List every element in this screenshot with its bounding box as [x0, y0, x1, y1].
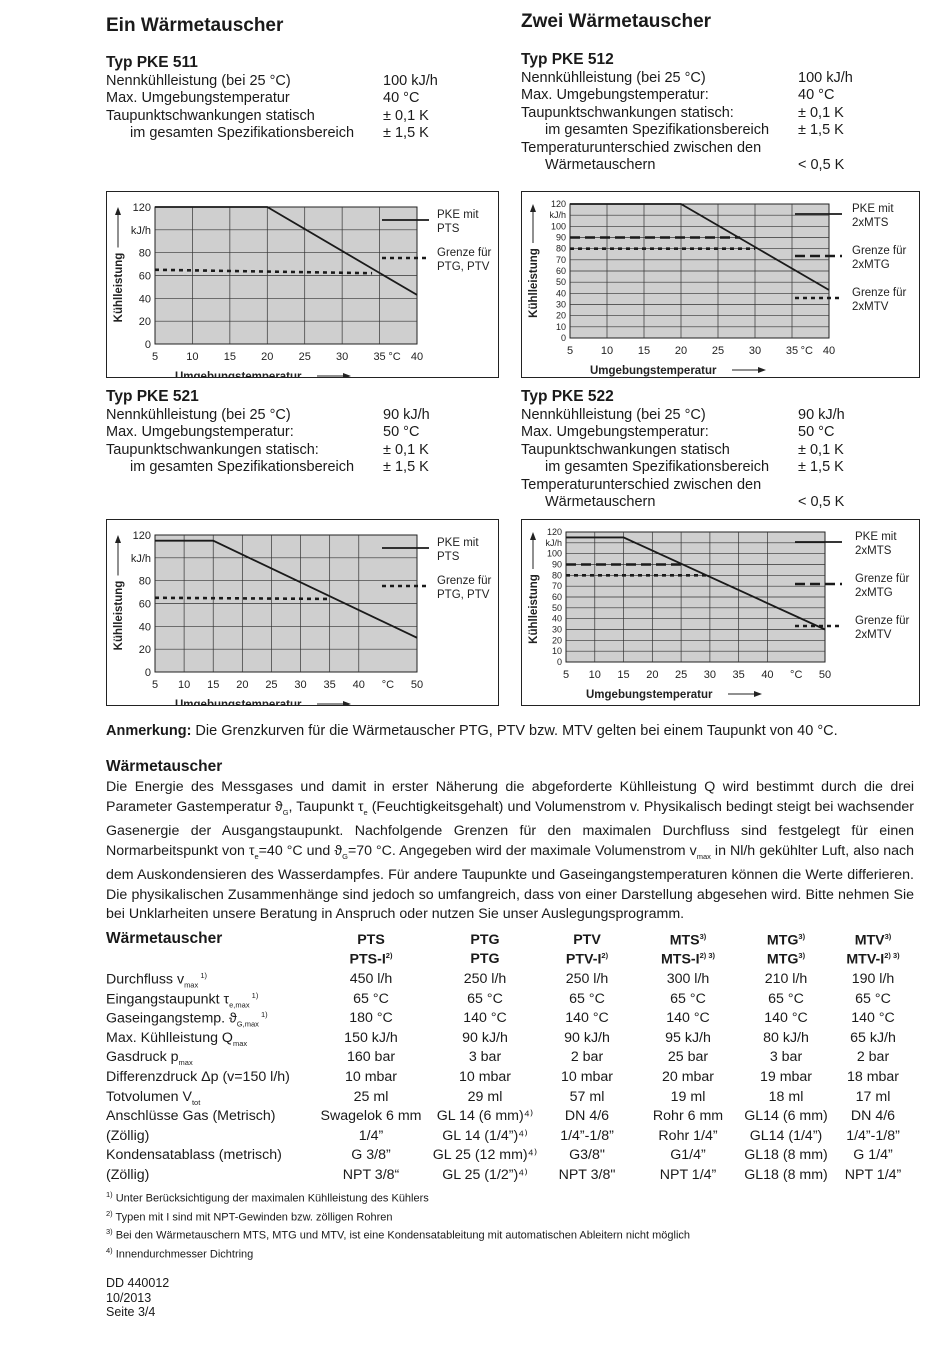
x-tick-label: 25 — [298, 351, 311, 363]
table-cell: 10 mbar — [344, 1069, 398, 1085]
x-tick-label: 35 — [732, 669, 745, 681]
table-cell: DN 4/6 — [850, 1108, 896, 1125]
spec-value: ± 1,5 K — [383, 125, 429, 142]
spec-value: 90 kJ/h — [798, 407, 845, 423]
spec-value: < 0,5 K — [798, 156, 845, 173]
y-tick-label: 20 — [138, 316, 151, 329]
spec-label: Wärmetauschern — [545, 493, 656, 510]
table-cell: 10 mbar — [458, 1069, 512, 1085]
column-subheader: PTS-$I^{2)}$ — [349, 951, 393, 968]
paragraph-subscript: e — [363, 807, 368, 817]
table-cell: G1/4” — [670, 1147, 706, 1164]
spec-label: Nennkühlleistung (bei 25 °C) — [106, 407, 291, 423]
doc-footer — [106, 1276, 169, 1320]
x-tick-label: 30 — [703, 669, 717, 681]
footnote — [106, 1190, 429, 1205]
y-tick-label: 40 — [555, 288, 566, 299]
legend-label: 2xMTS — [852, 217, 889, 229]
x-tick-label: 10 — [177, 679, 191, 691]
x-tick-label: 30 — [294, 679, 307, 691]
y-unit-label: kJ/h — [130, 552, 151, 565]
legend-label: 2xMTV — [852, 301, 889, 313]
y-tick-label: 60 — [551, 592, 562, 602]
legend-label: PKE mit — [855, 531, 897, 543]
spec-label: Taupunktschwankungen statisch — [521, 441, 730, 458]
legend-label: PTG, PTV — [437, 261, 490, 273]
paragraph-text: =40 °C und ϑ — [258, 842, 343, 859]
x-axis-label: Umgebungstemperatur — [590, 365, 717, 377]
table-cell: 450 l/h — [349, 971, 393, 987]
x-axis-label: Umgebungstemperatur — [175, 699, 302, 705]
table-cell: 65 °C — [467, 990, 503, 1007]
x-tick-label: 40 — [822, 345, 836, 357]
x-tick-label: 5 — [566, 345, 574, 357]
table-cell: 3 bar — [468, 1049, 502, 1066]
note-label: Anmerkung: — [106, 723, 192, 739]
y-tick-label: 90 — [555, 232, 566, 243]
footnote-number: 1) — [106, 1190, 113, 1199]
table-cell: Rohr 1/4” — [658, 1127, 718, 1144]
x-axis-label: Umgebungstemperatur — [586, 689, 713, 701]
spec-title: Typ PKE 512 — [521, 51, 614, 68]
paragraph-subscript: max — [696, 851, 711, 861]
x-tick-label: 40 — [410, 351, 424, 363]
left-title: Ein Wärmetauscher — [106, 15, 284, 36]
legend-label: 2xMTG — [852, 259, 890, 271]
legend-label: Grenze für — [855, 615, 910, 627]
spec-label: Wärmetauschern — [545, 156, 656, 173]
table-cell: 180 °C — [349, 1010, 393, 1027]
y-tick-label: 120 — [550, 199, 566, 209]
legend-label: PKE mit — [852, 203, 894, 215]
spec-label: im gesamten Spezifikationsbereich — [545, 122, 770, 139]
y-tick-label: 80 — [555, 243, 566, 254]
row-label: Kondensatablass (metrisch) — [106, 1147, 282, 1164]
row-label: (Zöllig) — [106, 1127, 150, 1144]
spec-value: ± 1,5 K — [798, 459, 844, 476]
table-cell: GL 14 (1/4”)⁴⁾ — [442, 1127, 528, 1144]
spec-value: ± 0,1 K — [383, 107, 429, 124]
table-title: Wärmetauscher — [106, 930, 223, 947]
doc-page: Seite 3/4 — [106, 1305, 156, 1319]
table-cell: 65 °C — [768, 990, 804, 1007]
spec-label: Taupunktschwankungen statisch — [106, 107, 315, 124]
table-cell: 29 ml — [467, 1088, 503, 1105]
table-cell: 25 ml — [353, 1088, 389, 1105]
footnote-text: Unter Berücksichtigung der maximalen Kühlleistung des Kühlers — [112, 1192, 429, 1205]
y-axis-label: Kühlleistung — [113, 252, 125, 323]
column-header: MTG$^{3)}$ — [766, 932, 806, 949]
y-unit-label: kJ/h — [549, 210, 566, 221]
legend-label: PTG, PTV — [437, 589, 490, 601]
x-tick-label: 5 — [151, 679, 159, 691]
section-heading: Wärmetauscher — [106, 758, 223, 775]
table-cell: 140 °C — [666, 1010, 710, 1027]
table-cell: 80 kJ/h — [763, 1029, 809, 1046]
footnote — [106, 1246, 253, 1261]
footnote-number: 3) — [106, 1227, 113, 1236]
y-tick-label: 60 — [138, 270, 151, 283]
spec-value: 100 kJ/h — [798, 70, 853, 86]
table-cell: 10 mbar — [560, 1069, 614, 1085]
table-cell: 2 bar — [570, 1049, 604, 1066]
x-tick-label: 15 — [637, 345, 651, 357]
y-tick-label: 40 — [138, 621, 151, 634]
table-cell: 1/4”-1/8” — [846, 1127, 900, 1144]
x-tick-label: 5 — [151, 351, 159, 363]
x-tick-label: 20 — [674, 345, 688, 357]
y-tick-label: 100 — [546, 548, 562, 559]
spec-label: Taupunktschwankungen statisch: — [521, 104, 734, 121]
column-subheader: MTV-$I^{2) 3)}$ — [846, 951, 900, 968]
spec-title: Typ PKE 511 — [106, 54, 198, 71]
spec-value: 100 kJ/h — [383, 73, 438, 89]
row-label: (Zöllig) — [106, 1167, 150, 1183]
y-tick-label: 0 — [560, 333, 566, 343]
spec-label: Temperaturunterschied zwischen den — [521, 476, 762, 493]
table-cell: 25 bar — [667, 1049, 709, 1066]
table-cell: 17 ml — [855, 1088, 891, 1105]
x-axis-label: Umgebungstemperatur — [175, 371, 302, 377]
column-header: PTG — [470, 932, 500, 948]
table-cell: 65 kJ/h — [850, 1029, 896, 1046]
y-tick-label: 120 — [546, 527, 562, 537]
table-cell: 65 °C — [569, 990, 605, 1007]
table-cell: 18 mbar — [846, 1069, 900, 1085]
spec-value: ± 1,5 K — [383, 459, 429, 476]
doc-date: 10/2013 — [106, 1290, 152, 1305]
row-label: Eingangstaupunkt $\tau_{e,max}$ $^{1)}$ — [106, 990, 259, 1010]
x-tick-label: 40 — [352, 679, 365, 691]
y-unit-label: kJ/h — [130, 224, 151, 237]
table-cell: GL 14 (6 mm)⁴⁾ — [436, 1108, 534, 1125]
y-tick-label: 120 — [132, 530, 151, 542]
table-cell: DN 4/6 — [564, 1108, 610, 1125]
table-cell: 18 ml — [768, 1088, 804, 1105]
legend-label: 2xMTG — [855, 587, 893, 599]
spec-label: Nennkühlleistung (bei 25 °C) — [521, 407, 706, 423]
y-tick-label: 40 — [138, 293, 151, 306]
table-cell: 3 bar — [769, 1049, 803, 1066]
row-label: Gasdruck $p_{max}$ — [106, 1049, 193, 1068]
x-tick-label: 40 — [761, 669, 774, 681]
table-cell: 140 °C — [764, 1010, 808, 1027]
y-tick-label: 60 — [555, 266, 566, 276]
table-cell: 65 °C — [670, 990, 706, 1007]
spec-value: 90 kJ/h — [383, 407, 430, 423]
table-cell: 57 ml — [569, 1088, 605, 1105]
table-cell: NPT 3/8" — [558, 1167, 616, 1183]
footnote-text: Innendurchmesser Dichtring — [112, 1248, 254, 1261]
legend-label: PTS — [437, 551, 460, 563]
x-tick-label: 30 — [336, 351, 349, 363]
y-tick-label: 80 — [551, 570, 562, 581]
spec-value: 40 °C — [798, 87, 835, 104]
y-tick-label: 70 — [551, 581, 562, 592]
table-cell: 250 l/h — [565, 971, 609, 987]
table-cell: 1/4”-1/8” — [560, 1127, 614, 1144]
footnote — [106, 1209, 392, 1224]
column-header: PTS — [357, 932, 385, 948]
table-cell: Swagelok 6 mm — [320, 1108, 422, 1125]
column-header: PTV — [573, 932, 601, 948]
table-cell: G 1/4” — [853, 1147, 893, 1164]
x-tick-label: 15 — [207, 679, 220, 691]
paragraph-subscript: G — [282, 807, 289, 817]
row-label: Anschlüsse Gas (Metrisch) — [106, 1108, 276, 1125]
x-tick-label: °C — [381, 679, 395, 691]
spec-title: Typ PKE 521 — [106, 388, 199, 405]
doc-number: DD 440012 — [106, 1276, 170, 1290]
y-tick-label: 100 — [550, 221, 566, 232]
y-tick-label: 120 — [132, 202, 151, 214]
spec-label: Nennkühlleistung (bei 25 °C) — [521, 70, 706, 86]
paragraph-subscript: G — [342, 851, 348, 861]
y-tick-label: 90 — [551, 559, 562, 570]
x-tick-label: 30 — [748, 345, 762, 357]
row-label: Max. Kühlleistung $Q_{max}$ — [106, 1029, 248, 1048]
column-subheader: MTS-$I^{2) 3)}$ — [660, 951, 716, 968]
table-cell: GL18 (8 mm) — [744, 1167, 828, 1183]
column-subheader: MTG$^{3)}$ — [766, 951, 806, 968]
y-tick-label: 80 — [138, 247, 151, 260]
table-cell: 210 l/h — [764, 971, 808, 987]
footnote — [106, 1227, 690, 1242]
y-tick-label: 30 — [551, 624, 562, 635]
paragraph-text: (Feuchtigkeitsgehalt) und Volumenstrom v. Physikalisch bedingt steigt bei wachsender Gasenergie der Ausgangstaupunkt. Nachfolgende Grenzen für den maximalen Durchfluss sind festgelegt für einen Normarbeitspunkt von τ — [106, 798, 914, 859]
paragraph-text: , Taupunkt τ — [288, 798, 364, 815]
y-tick-label: 30 — [555, 299, 566, 310]
table-cell: GL18 (8 mm) — [744, 1147, 828, 1164]
spec-label: im gesamten Spezifikationsbereich — [130, 459, 355, 476]
spec-label: Nennkühlleistung (bei 25 °C) — [106, 73, 291, 89]
column-subheader: PTV-$I^{2)}$ — [565, 951, 609, 968]
table-cell: 250 l/h — [463, 971, 507, 987]
legend-label: Grenze für — [855, 573, 910, 585]
y-tick-label: 20 — [555, 310, 566, 321]
y-tick-label: 0 — [144, 339, 151, 351]
table-cell: 160 bar — [346, 1049, 396, 1066]
x-tick-label: 5 — [562, 669, 570, 681]
x-tick-label: °C — [388, 351, 401, 363]
spec-value: 40 °C — [383, 90, 420, 107]
x-tick-label: 15 — [617, 669, 630, 681]
table-cell: 95 kJ/h — [665, 1029, 711, 1046]
x-tick-label: 25 — [674, 669, 688, 681]
table-cell: NPT 1/4” — [659, 1167, 717, 1183]
table-cell: 19 ml — [670, 1088, 706, 1105]
x-tick-label: °C — [790, 669, 803, 681]
x-tick-label: 10 — [600, 345, 614, 357]
footnote-number: 2) — [106, 1208, 113, 1218]
x-tick-label: 25 — [265, 679, 278, 691]
spec-label: im gesamten Spezifikationsbereich — [545, 459, 770, 476]
spec-value: < 0,5 K — [798, 493, 845, 510]
table-cell: GL14 (6 mm) — [744, 1108, 828, 1125]
y-unit-label: kJ/h — [545, 537, 562, 548]
row-label: Durchfluss $v_{max}$ $^{1)}$ — [106, 971, 207, 990]
spec-value: ± 0,1 K — [383, 441, 429, 458]
table-cell: GL 25 (12 mm)⁴⁾ — [432, 1147, 538, 1164]
row-label: Differenzdruck Δp (v=150 l/h) — [106, 1069, 290, 1085]
y-tick-label: 80 — [138, 575, 151, 588]
table-cell: 19 mbar — [759, 1069, 813, 1085]
note-text: Die Grenzkurven für die Wärmetauscher PTG, PTV bzw. MTV gelten bei einem Taupunkt von 40 °C. — [191, 723, 838, 739]
spec-label: im gesamten Spezifikationsbereich — [130, 125, 355, 142]
x-tick-label: 50 — [410, 679, 424, 691]
table-cell: 190 l/h — [851, 971, 895, 987]
y-axis-label: Kühlleistung — [113, 580, 125, 651]
y-tick-label: 0 — [144, 667, 151, 679]
table-cell: Rohr 6 mm — [652, 1108, 724, 1125]
table-cell: 90 kJ/h — [462, 1029, 508, 1046]
legend-label: Grenze für — [852, 245, 907, 257]
table-cell: GL 25 (1/2”)⁴⁾ — [442, 1167, 528, 1183]
column-header: MTS$^{3)}$ — [669, 932, 707, 949]
x-tick-label: 20 — [236, 679, 249, 691]
right-title: Zwei Wärmetauscher — [521, 11, 712, 32]
table-cell: 140 °C — [851, 1010, 895, 1027]
table-cell: 140 °C — [565, 1010, 609, 1027]
legend-label: PKE mit — [437, 537, 479, 549]
table-cell: 150 kJ/h — [344, 1029, 398, 1046]
spec-label: Max. Umgebungstemperatur — [106, 90, 290, 107]
table-cell: 1/4” — [358, 1127, 384, 1144]
y-tick-label: 10 — [555, 321, 566, 332]
table-cell: G3/8" — [569, 1147, 605, 1164]
y-tick-label: 20 — [551, 635, 562, 646]
table-cell: NPT 3/8“ — [342, 1167, 400, 1183]
legend-label: Grenze für — [437, 247, 492, 259]
y-tick-label: 70 — [555, 254, 566, 265]
y-tick-label: 50 — [555, 277, 566, 288]
y-tick-label: 60 — [138, 598, 151, 611]
x-tick-label: 35 — [785, 345, 799, 357]
y-tick-label: 20 — [138, 644, 151, 657]
paragraph-text: Die Energie des Messgases und damit in erster Näherung die abgeforderte Kühlleistung Q wird bestimmt durch die drei Parameter Gastemperatur ϑ — [106, 779, 914, 815]
footnote-text: Typen mit I sind mit NPT-Gewinden bzw. zölligen Rohren — [112, 1211, 393, 1224]
table-cell: 300 l/h — [666, 971, 710, 987]
table-cell: GL14 (1/4”) — [749, 1127, 823, 1144]
paragraph-subscript: e — [254, 851, 259, 861]
spec-value: 50 °C — [383, 424, 420, 441]
y-axis-label: Kühlleistung — [528, 248, 540, 318]
spec-label: Max. Umgebungstemperatur: — [521, 87, 709, 104]
table-cell: 2 bar — [856, 1049, 890, 1066]
spec-label: Temperaturunterschied zwischen den — [521, 139, 762, 156]
footnote-text: Bei den Wärmetauschern MTS, MTG und MTV, ist eine Kondensatableitung mit automatischen Ableitern nicht möglich — [112, 1229, 691, 1242]
x-tick-label: °C — [800, 345, 813, 357]
spec-value: 50 °C — [798, 424, 835, 441]
table-cell: 20 mbar — [661, 1069, 715, 1085]
legend-label: Grenze für — [437, 575, 492, 587]
row-label: Totvolumen $V_{tot}$ — [106, 1088, 201, 1107]
spec-value: ± 0,1 K — [798, 104, 844, 121]
table-cell: G 3/8” — [351, 1147, 391, 1164]
legend-label: 2xMTS — [855, 545, 892, 557]
spec-value: ± 1,5 K — [798, 122, 844, 139]
x-tick-label: 20 — [646, 669, 659, 681]
footnote-number: 4) — [106, 1245, 113, 1255]
spec-value: ± 0,1 K — [798, 441, 844, 458]
x-tick-label: 20 — [261, 351, 274, 363]
paragraph-text: in Nl/h gekühlter Luft, also nach dem Auskondensieren des Wasserdampfes. Für andere Taupunkte und Gaseingangstemperaturen können die Werte differieren. Die physikalischen Zusammenhänge sind jedoch so umfangreich, dass von einer Darstellung abgesehen wird. Bitte nehmen Sie bei Unklarheiten unsere Beratung in Anspruch oder nutzen Sie unser Auslegungsprogramm. — [106, 842, 914, 923]
table-cell: 65 °C — [855, 990, 891, 1007]
y-tick-label: 10 — [551, 646, 562, 657]
spec-label: Taupunktschwankungen statisch: — [106, 441, 319, 458]
x-tick-label: 15 — [223, 351, 236, 363]
column-subheader: PTG — [470, 951, 500, 967]
x-tick-label: 10 — [186, 351, 199, 363]
y-tick-label: 40 — [551, 613, 562, 624]
x-tick-label: 50 — [818, 669, 832, 681]
legend-label: PKE mit — [437, 209, 479, 221]
y-tick-label: 0 — [556, 657, 562, 667]
x-tick-label: 25 — [711, 345, 725, 357]
legend-label: Grenze für — [852, 287, 907, 299]
table-cell: 65 °C — [353, 990, 389, 1007]
table-cell: 90 kJ/h — [564, 1029, 610, 1046]
column-header: MTV$^{3)}$ — [854, 932, 892, 949]
legend-label: 2xMTV — [855, 629, 892, 641]
legend-label: PTS — [437, 223, 460, 235]
x-tick-label: 35 — [323, 679, 336, 691]
spec-title: Typ PKE 522 — [521, 388, 614, 405]
spec-label: Max. Umgebungstemperatur: — [106, 424, 294, 441]
spec-label: Max. Umgebungstemperatur: — [521, 424, 709, 441]
y-axis-label: Kühlleistung — [528, 574, 540, 644]
x-tick-label: 10 — [588, 669, 601, 681]
x-tick-label: 35 — [373, 351, 386, 363]
y-tick-label: 50 — [551, 602, 562, 613]
row-label: Gaseingangstemp. $ϑ_{G,max}$ $^{1)}$ — [106, 1010, 268, 1029]
table-cell: NPT 1/4” — [844, 1167, 902, 1183]
table-cell: 140 °C — [463, 1010, 507, 1027]
paragraph-text: =70 °C. Angegeben wird der maximale Volumenstrom v — [347, 842, 697, 859]
